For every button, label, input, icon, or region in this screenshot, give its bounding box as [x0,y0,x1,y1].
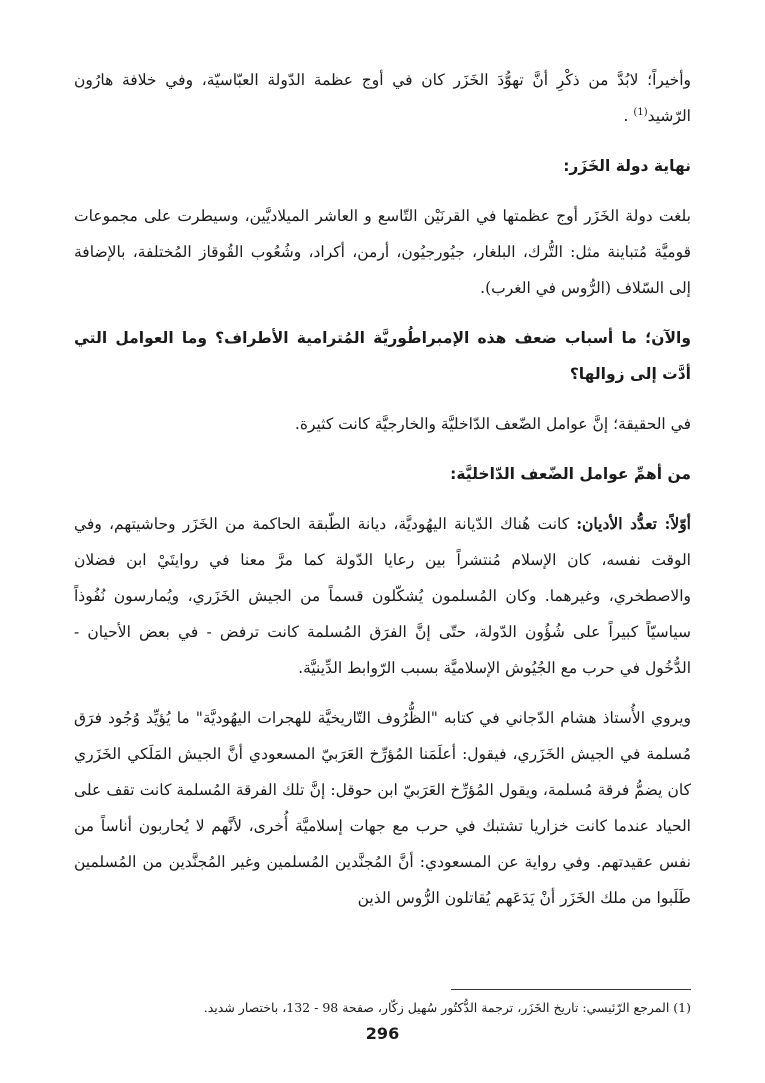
footnote: (1) المرجع الرّئيسي: تاريخ الخَزَر، ترجمة الدُّكتُور سُهيل زكّار، صفحة 98 - 132، باختصار شديد. [203,1000,691,1015]
paragraph-text: وأخيراً؛ لابُدَّ من ذكْرِ أنَّ تهوُّدَ الخَزَر كان في أوج عظمة الدّولة العبّاسيّة، وفي خلافة هارُون الرّشيد [74,71,691,125]
religions-lead: أوّلاً: تعدُّد الأديان: [576,514,691,533]
religions-text: كانت هُناك الدّيانة اليهُوديَّة، ديانة الطّبقة الحاكمة من الخَزَر وحاشيتهم، وفي الوقت نفسه، كان الإسلام مُنتشراً بين رعايا الدّولة كما مرَّ معنا في روايتَيْ ابن فضلان والاصطخري، وغيرهما. وكان المُسلمون يُشكّلون قسماً من الجيش الخَزَري، ويُمارسون نُفُوذاً سياسيّاً كبيراً على شُؤُون الدّولة، حتّى إنَّ الفرَق المُسلمة كانت ترفض - في بعض الأحيان - الدُّخُول في حرب مع الجُيُوش الإسلاميَّة بسبب الرّوابط الدِّينيَّة. [74,515,691,677]
paragraph-internal-external-factors: في الحقيقة؛ إنَّ عوامل الضّعف الدّاخليَّة والخارجيَّة كانت كثيرة. [294,415,691,433]
question-decline-causes: والآن؛ ما أسباب ضعف هذه الإمبراطُوريَّة المُترامية الأطراف؟ وما العوامل التي أدَّت إلى زوالها؟ [74,329,691,383]
paragraph-religions [74,506,691,686]
paragraph-harun [74,62,691,134]
heading-internal-factors: من أهمِّ عوامل الضّعف الدّاخليَّة: [450,465,691,483]
footnote-ref[interactable]: (1) [633,106,648,118]
page-number: 296 [365,1024,400,1043]
paragraph-peak-of-khazar: بلغت دولة الخَزَر أوج عظمتها في القرنَيْن التّاسع و العاشر الميلاديَّين، وسيطرت على مجموعات قوميَّة مُتباينة مثل: التُّرك، البلغار، جيُورجيُون، أرمن، أكراد، وشُعُوب القُوقاز المُختلفة، بالإضافة إلى السّلاف (الرُّوس في الغرب). [74,207,691,297]
heading-end-of-khazar: نهاية دولة الخَزَر: [563,157,691,175]
paragraph-end: . [623,107,629,125]
footnote-divider [451,989,691,990]
paragraph-dajani: ويروي الأُستاذ هشام الدّجاني في كتابه "الظُّرُوف التّاريخيَّة للهجرات اليهُوديَّة" ما يُؤيِّد وُجُود فرَق مُسلمة في الجيش الخَزَري، فيقول: أعلَمَنا المُؤرِّخ العَرَبيّ المسعودي أنَّ الجيش المَلَكي الخَزَري كان يضمُّ فرقة مُسلمة، ويقول المُؤرِّخ العَرَبيّ ابن حوقل: إنَّ تلك الفرقة المُسلمة كانت تقف على الحياد عندما كانت خزاريا تشتبك في حرب مع جهات إسلاميَّة أُخرى، لأنَّهم لا يُحاربون أناساً من نفس عقيدتهم. وفي رواية عن المسعودي: أنَّ المُجنَّدين المُسلمين وغير المُجنَّدين من المُسلمين طَلَبوا من ملك الخَزَر أنْ يَدَعَهم يُقاتلون الرُّوس الذين [74,709,691,907]
